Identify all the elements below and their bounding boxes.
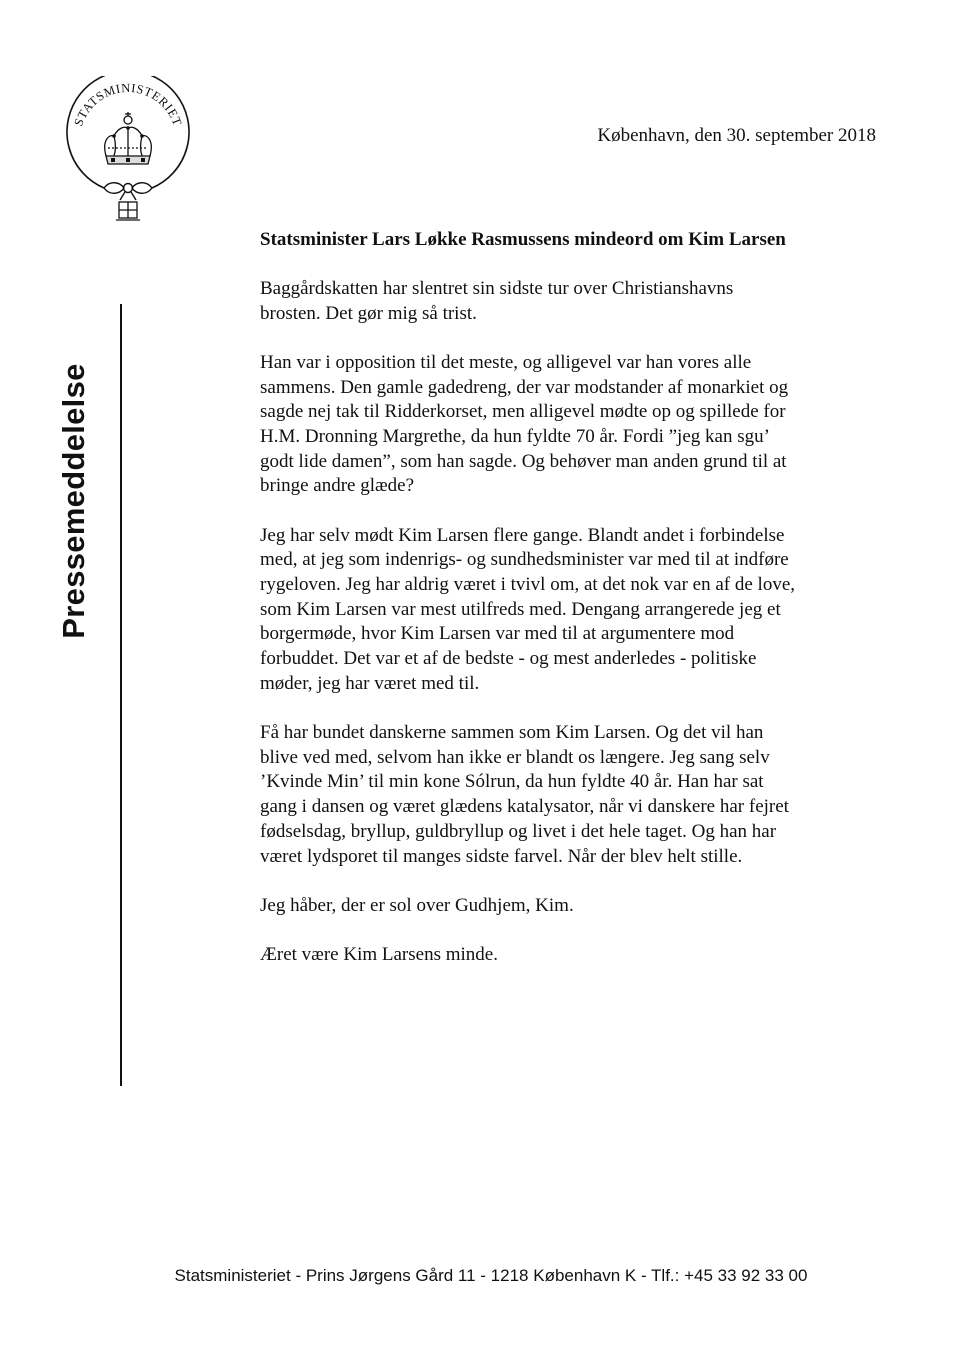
text-line: bringe andre glæde? [260,475,415,497]
crown-seal-icon [64,76,192,226]
text-line: sagde nej tak til Ridderkorset, men alligevel mødte op og spillede for [260,401,786,423]
vertical-divider [120,304,122,1086]
text-line: Jeg håber, der er sol over Gudhjem, Kim. [260,894,574,916]
text-line: Han var i opposition til det meste, og alligevel var han vores alle [260,351,752,373]
text-line: sammens. Den gamle gadedreng, der var modstander af monarkiet og [260,376,789,398]
statsministeriet-seal [64,76,192,226]
text-line: gang i dansen og været glædens katalysator, når vi danskere har fejret [260,796,789,818]
svg-text:STATSMINISTERIET: STATSMINISTERIET [71,80,185,128]
text-line: som Kim Larsen var mest utilfreds med. Dengang arrangerede jeg et [260,598,781,620]
text-line: ’Kvinde Min’ til min kone Sólrun, da hun fyldte 40 år. Han har sat [260,771,764,793]
text-line: Jeg har selv mødt Kim Larsen flere gange. Blandt andet i forbindelse [260,524,785,546]
text-line: blive ved med, selvom han ikke er blandt os længere. Jeg sang selv [260,746,770,768]
paragraph-4 [260,721,900,869]
document-date: København, den 30. september 2018 [597,125,876,146]
paragraph-3 [260,524,900,697]
text-line: borgermøde, hvor Kim Larsen var med til at argumentere mod [260,623,735,645]
text-line: forbuddet. Det var et af de bedste - og mest anderledes - politiske [260,648,757,670]
text-line: fødselsdag, bryllup, guldbryllup og livet i det hele taget. Og han har [260,820,777,842]
paragraph-1 [260,277,900,326]
text-line: Baggårdskatten har slentret sin sidste tur over Christianshavns [260,278,734,299]
text-line: møder, jeg har været med til. [260,672,480,694]
text-line: med, at jeg som indenrigs- og sundhedsminister var med til at indføre [260,549,789,571]
text-line: rygeloven. Jeg har aldrig været i tvivl om, at det nok var en af de love, [260,574,796,596]
text-line: været lydsporet til manges sidste farvel. Når der blev helt stille. [260,845,743,867]
text-line: godt lide damen”, som han sagde. Og behøver man anden grund til at [260,450,787,472]
document-title: Statsminister Lars Løkke Rasmussens mindeord om Kim Larsen [260,229,786,250]
document-body [260,228,900,992]
text-line: H.M. Dronning Margrethe, da hun fyldte 70 år. Fordi ”jeg kan sgu’ [260,426,770,448]
paragraph-6 [260,943,900,968]
text-line: brosten. Det gør mig så trist. [260,302,477,324]
press-release-label-text: Pressemeddelelse [56,363,91,639]
text-line: Æret være Kim Larsens minde. [260,943,498,965]
press-release-label [52,330,96,672]
footer-address: Statsministeriet - Prins Jørgens Gård 11 - 1218 København K - Tlf.: +45 33 92 33 00 [174,1266,808,1285]
paragraph-2 [260,351,900,499]
text-line: Få har bundet danskerne sammen som Kim Larsen. Og det vil han [260,722,764,744]
paragraph-5 [260,894,900,919]
